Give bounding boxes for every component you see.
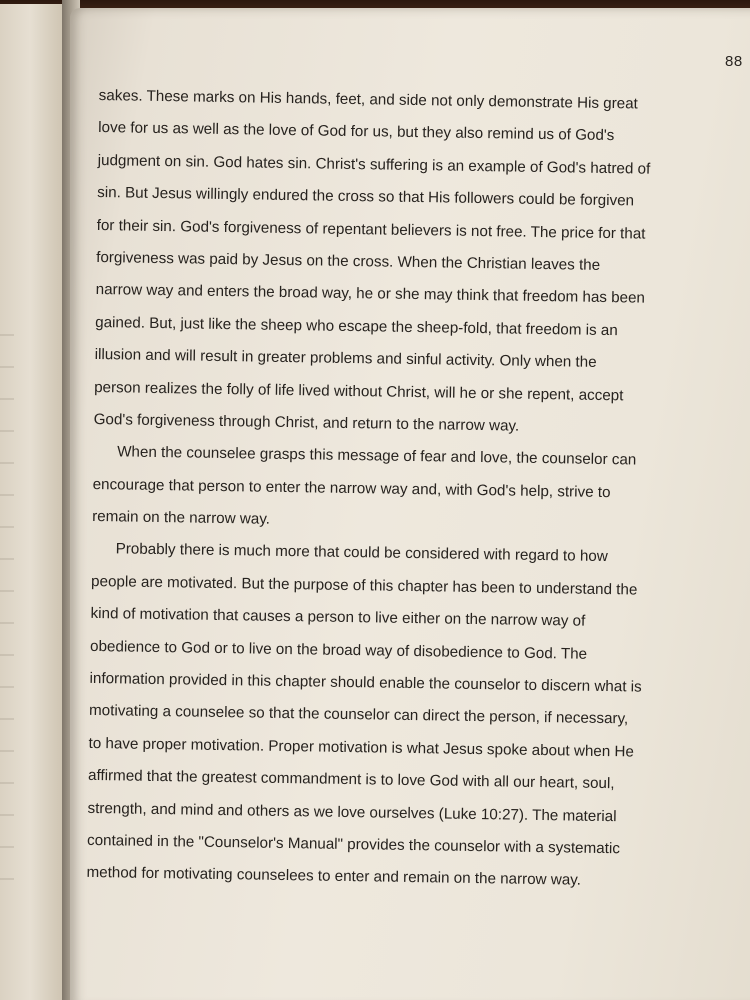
left-page-text-shadow: [0, 334, 14, 894]
text-line: sakes. These marks on His hands, feet, and side not only demonstrate His great: [98, 86, 638, 113]
page-body: [86, 80, 684, 899]
text-line: judgment on sin. God hates sin. Christ's suffering is an example of God's hatred of: [97, 151, 651, 178]
text-line: person realizes the folly of life lived without Christ, will he or she repent, accept: [94, 378, 624, 404]
text-line: contained in the "Counselor's Manual" provides the counselor with a systematic: [86, 831, 620, 858]
text-line: strength, and mind and others as we love ourselves (Luke 10:27). The material: [87, 799, 617, 825]
text-line: illusion and will result in greater problems and sinful activity. Only when the: [94, 346, 597, 371]
text-line: God's forgiveness through Christ, and return to the narrow way.: [93, 410, 520, 435]
text-line: obedience to God or to live on the broad way of disobedience to God. The: [89, 637, 588, 663]
text-line: gained. But, just like the sheep who escape the sheep-fold, that freedom is an: [95, 313, 618, 339]
text-line: encourage that person to enter the narrow way and, with God's help, strive to: [92, 475, 611, 501]
text-line: information provided in this chapter should enable the counselor to discern what is: [89, 669, 642, 696]
text-line: forgiveness was paid by Jesus on the cross. When the Christian leaves the: [96, 248, 601, 274]
text-line: motivating a counselee so that the counselor can direct the person, if necessary,: [88, 702, 629, 728]
text-line: method for motivating counselees to enter and remain on the narrow way.: [86, 864, 582, 890]
text-line: people are motivated. But the purpose of this chapter has been to understand the: [90, 572, 638, 599]
text-line: for their sin. God's forgiveness of repentant believers is not free. The price for that: [96, 216, 646, 243]
paragraph-start-line: When the counselee grasps this message of fear and love, the counselor can: [117, 443, 637, 469]
text-line: affirmed that the greatest commandment is to love God with all our heart, soul,: [87, 767, 615, 793]
page-number: 88: [725, 53, 743, 70]
text-line: love for us as well as the love of God for us, but they also remind us of God's: [98, 119, 615, 145]
text-line: sin. But Jesus willingly endured the cross so that His followers could be forgiven: [97, 184, 635, 210]
text-line: remain on the narrow way.: [92, 508, 271, 528]
text-line: kind of motivation that causes a person to live either on the narrow way of: [90, 605, 586, 630]
text-line: narrow way and enters the broad way, he or she may think that freedom has been: [95, 281, 646, 307]
paragraph-start-line: Probably there is much more that could be considered with regard to how: [115, 540, 608, 566]
text-line: to have proper motivation. Proper motivation is what Jesus spoke about when He: [88, 734, 635, 761]
